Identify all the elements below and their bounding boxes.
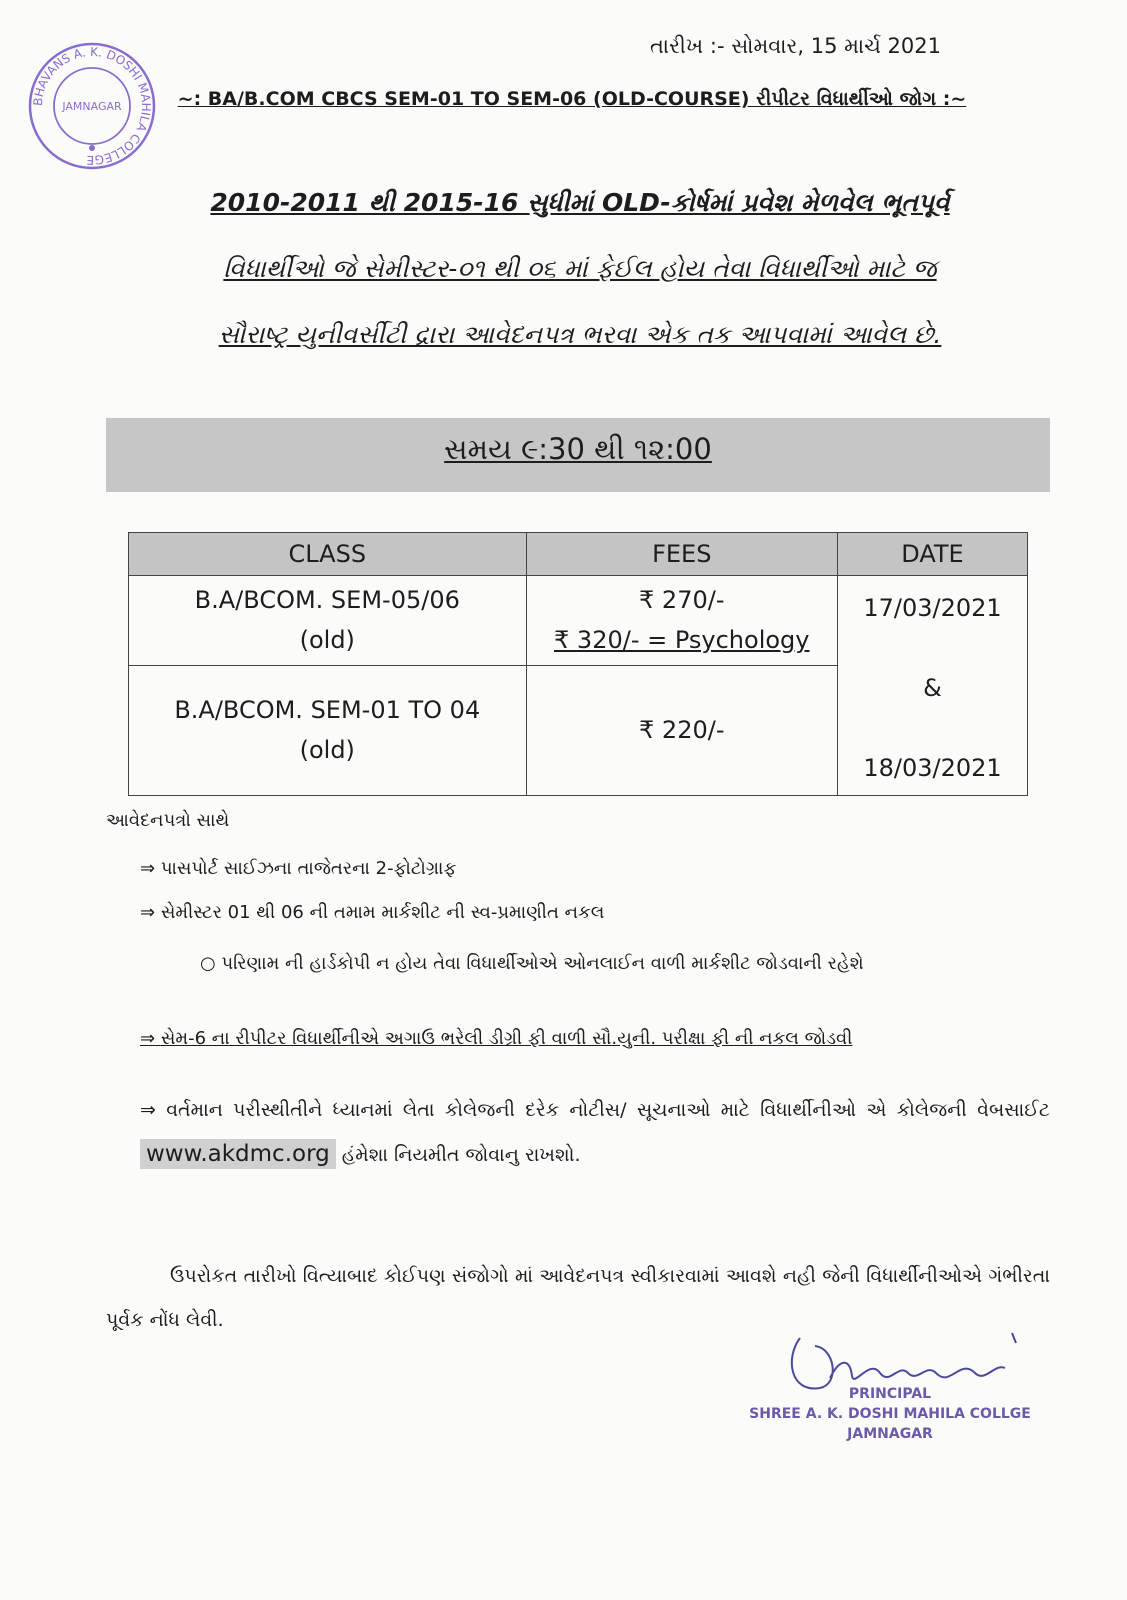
requirement-item xyxy=(140,858,456,879)
headline-line-1: 2010-2011 થી 2015-16 સુધીમાં OLD-કોર્ષમાં પ્રવેશ મેળવેલ ભૂતપૂર્વ xyxy=(210,188,950,217)
class-cell xyxy=(129,576,527,666)
class-note: (old) xyxy=(299,736,355,765)
arrow-icon: ⇒ xyxy=(140,858,156,879)
fees-table xyxy=(128,532,1028,796)
stamp-ring-text: BHAVANS A. K. DOSHI MAHILA COLLEGE xyxy=(30,44,154,168)
table-row xyxy=(129,576,1028,666)
fees-cell xyxy=(526,665,837,796)
requirement-text: સેમીસ્ટર 01 થી 06 ની તમામ માર્કશીટ ની સ્વ-પ્રમાણીત નકલ xyxy=(160,902,605,923)
header-date: DATE xyxy=(837,533,1027,576)
website-notice-end: હંમેશા નિયમીત જોવાનુ રાખશો. xyxy=(341,1144,581,1166)
headline-line-3: સૌરાષ્ટ્ર યુનીવર્સીટી દ્રારા આવેદનપત્ર ભરવા એક તક આપવામાં આવેલ છે. xyxy=(218,320,942,349)
arrow-icon: ⇒ xyxy=(140,902,156,923)
college-city: JAMNAGAR xyxy=(847,1426,933,1442)
stamp-center-text: JAMNAGAR xyxy=(62,100,122,113)
date-to: 18/03/2021 xyxy=(863,754,1002,782)
headline-line-2: વિધાર્થીઓ જે સેમીસ્ટર-૦૧ થી ૦૬ માં ફેઈલ હોય તેવા વિધાર્થીઓ માટે જ xyxy=(223,254,937,283)
fee-amount: ₹ 270/- xyxy=(639,586,725,615)
requirement-item xyxy=(140,1028,852,1049)
circle-bullet-icon: ○ xyxy=(200,953,216,974)
website-link[interactable]: www.akdmc.org xyxy=(140,1139,336,1169)
fee-amount: ₹ 220/- xyxy=(639,716,725,745)
requirements-heading: આવેદનપત્રો સાથે xyxy=(106,810,230,831)
table-header-row xyxy=(129,533,1028,576)
requirement-text: સેમ-6 ના રીપીટર વિધાર્થીનીએ અગાઉ ભરેલી ડીગ્રી ફી વાળી સૌ.યુની. પરીક્ષા ફી ની નકલ જોડવી xyxy=(160,1028,853,1049)
class-cell xyxy=(129,665,527,796)
arrow-icon: ⇒ xyxy=(140,1099,156,1121)
notice-subject: ~: BA/B.COM CBCS SEM-01 TO SEM-06 (OLD-COURSE) રીપીટર વિધાર્થીઓ જોગ :~ xyxy=(177,88,967,110)
class-name: B.A/BCOM. SEM-05/06 xyxy=(194,586,460,615)
date-cell xyxy=(837,576,1027,796)
requirement-sub-text: પરિણામ ની હાર્ડકોપી ન હોય તેવા વિધાર્થીઓએ ઓનલાઈન વાળી માર્કશીટ જોડવાની રહેશે xyxy=(221,953,864,974)
website-notice xyxy=(140,1088,1050,1177)
college-name: SHREE A. K. DOSHI MAHILA COLLGE xyxy=(749,1406,1031,1422)
time-banner: સમય ૯:30 થી ૧૨:00 xyxy=(444,432,712,466)
closing-paragraph: ઉપરોકત તારીખો વિત્યાબાદ કોઈપણ સંજોગો માં આવેદનપત્ર સ્વીકારવામાં આવશે નહી જેની વિધાર્થીનીઓએ ગંભીરતા પૂર્વક નોંધ લેવી. xyxy=(106,1265,1050,1331)
header-class: CLASS xyxy=(129,533,527,576)
date-join: & xyxy=(923,674,942,702)
requirement-text: પાસપોર્ટ સાઈઝના તાજેતરના 2-ફોટોગ્રાફ xyxy=(160,858,457,879)
signature-block xyxy=(740,1384,1040,1444)
date-from: 17/03/2021 xyxy=(863,594,1002,622)
notice-date: તારીખ :- સોમવાર, 15 માર્ચ 2021 xyxy=(650,34,942,58)
requirement-item xyxy=(140,902,604,923)
principal-title: PRINCIPAL xyxy=(848,1386,932,1402)
requirement-sub-item xyxy=(200,944,1050,984)
header-fees: FEES xyxy=(526,533,837,576)
arrow-icon: ⇒ xyxy=(140,1028,156,1049)
fees-cell xyxy=(526,576,837,666)
website-notice-text: વર્તમાન પરીસ્થીતીને ધ્યાનમાં લેતા કોલેજની દરેક નોટીસ/ સૂચનાઓ માટે વિધાર્થીનીઓ એ કોલેજની વેબસાઈટ xyxy=(166,1099,1050,1121)
class-note: (old) xyxy=(299,626,355,655)
class-name: B.A/BCOM. SEM-01 TO 04 xyxy=(174,696,481,725)
fee-psychology: ₹ 320/- = Psychology xyxy=(554,626,810,655)
